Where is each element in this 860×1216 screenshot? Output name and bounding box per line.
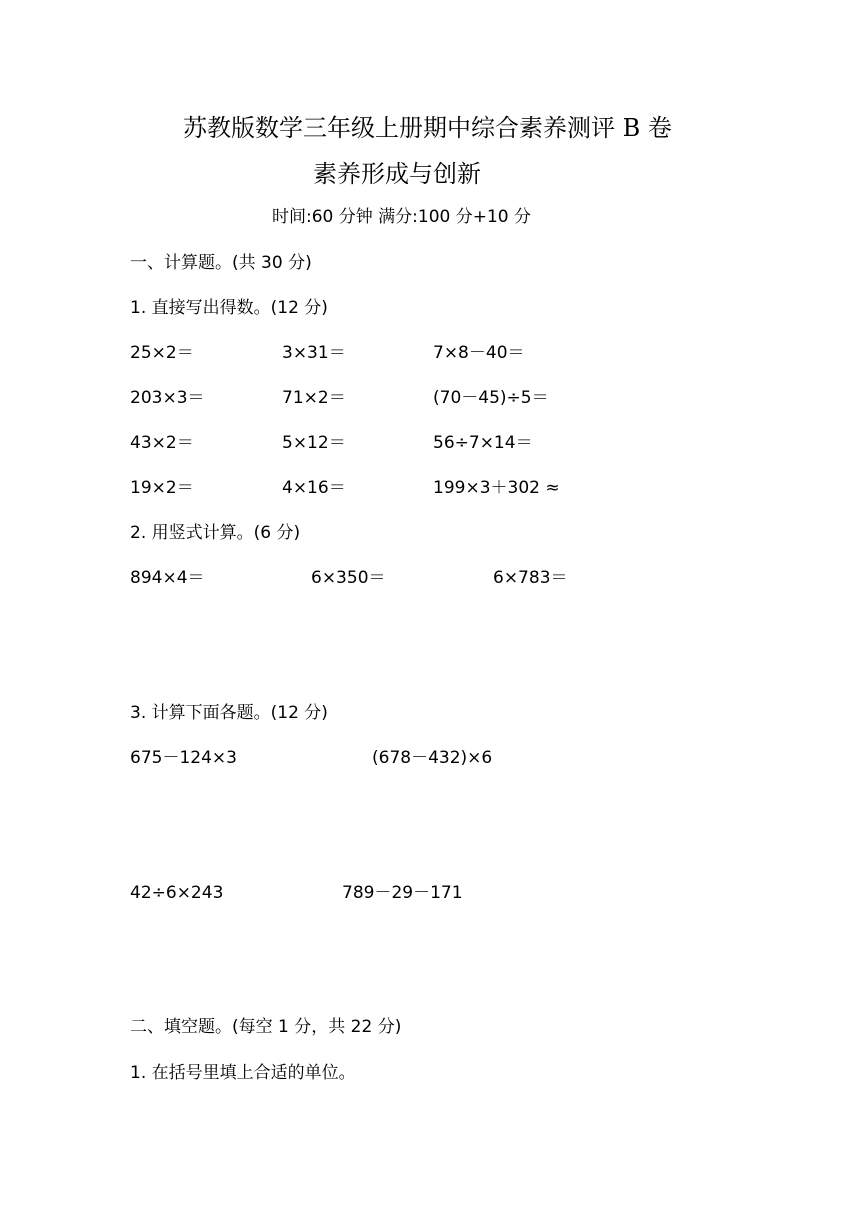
document-title: 苏教版数学三年级上册期中综合素养测评 B 卷: [183, 114, 672, 142]
calc-item: 203×3＝: [130, 388, 205, 408]
question-heading: 1. 直接写出得数。(12 分): [130, 298, 328, 318]
calc-item: 6×783＝: [493, 568, 568, 588]
section-heading: 二、填空题。(每空 1 分，共 22 分): [130, 1017, 402, 1037]
section-heading: 一、计算题。(共 30 分): [130, 253, 312, 273]
question-heading: 3. 计算下面各题。(12 分): [130, 703, 328, 723]
calc-item: 675－124×3: [130, 748, 237, 768]
calc-item: 789－29－171: [342, 883, 463, 903]
document-subtitle: 素养形成与创新: [313, 160, 481, 188]
calc-item: (70－45)÷5＝: [433, 388, 549, 408]
question-heading: 2. 用竖式计算。(6 分): [130, 523, 301, 543]
calc-item: (678－432)×6: [372, 748, 493, 768]
calc-item: 42÷6×243: [130, 883, 224, 903]
calc-item: 4×16＝: [282, 478, 346, 498]
question-heading: 1. 在括号里填上合适的单位。: [130, 1063, 356, 1083]
calc-item: 6×350＝: [311, 568, 386, 588]
calc-item: 56÷7×14＝: [433, 433, 533, 453]
calc-item: 5×12＝: [282, 433, 346, 453]
calc-item: 199×3＋302 ≈: [433, 478, 560, 498]
calc-item: 894×4＝: [130, 568, 205, 588]
calc-item: 7×8－40＝: [433, 343, 525, 363]
calc-item: 43×2＝: [130, 433, 194, 453]
calc-item: 19×2＝: [130, 478, 194, 498]
calc-item: 71×2＝: [282, 388, 346, 408]
calc-item: 25×2＝: [130, 343, 194, 363]
exam-info: 时间:60 分钟 满分:100 分+10 分: [272, 207, 532, 227]
calc-item: 3×31＝: [282, 343, 346, 363]
